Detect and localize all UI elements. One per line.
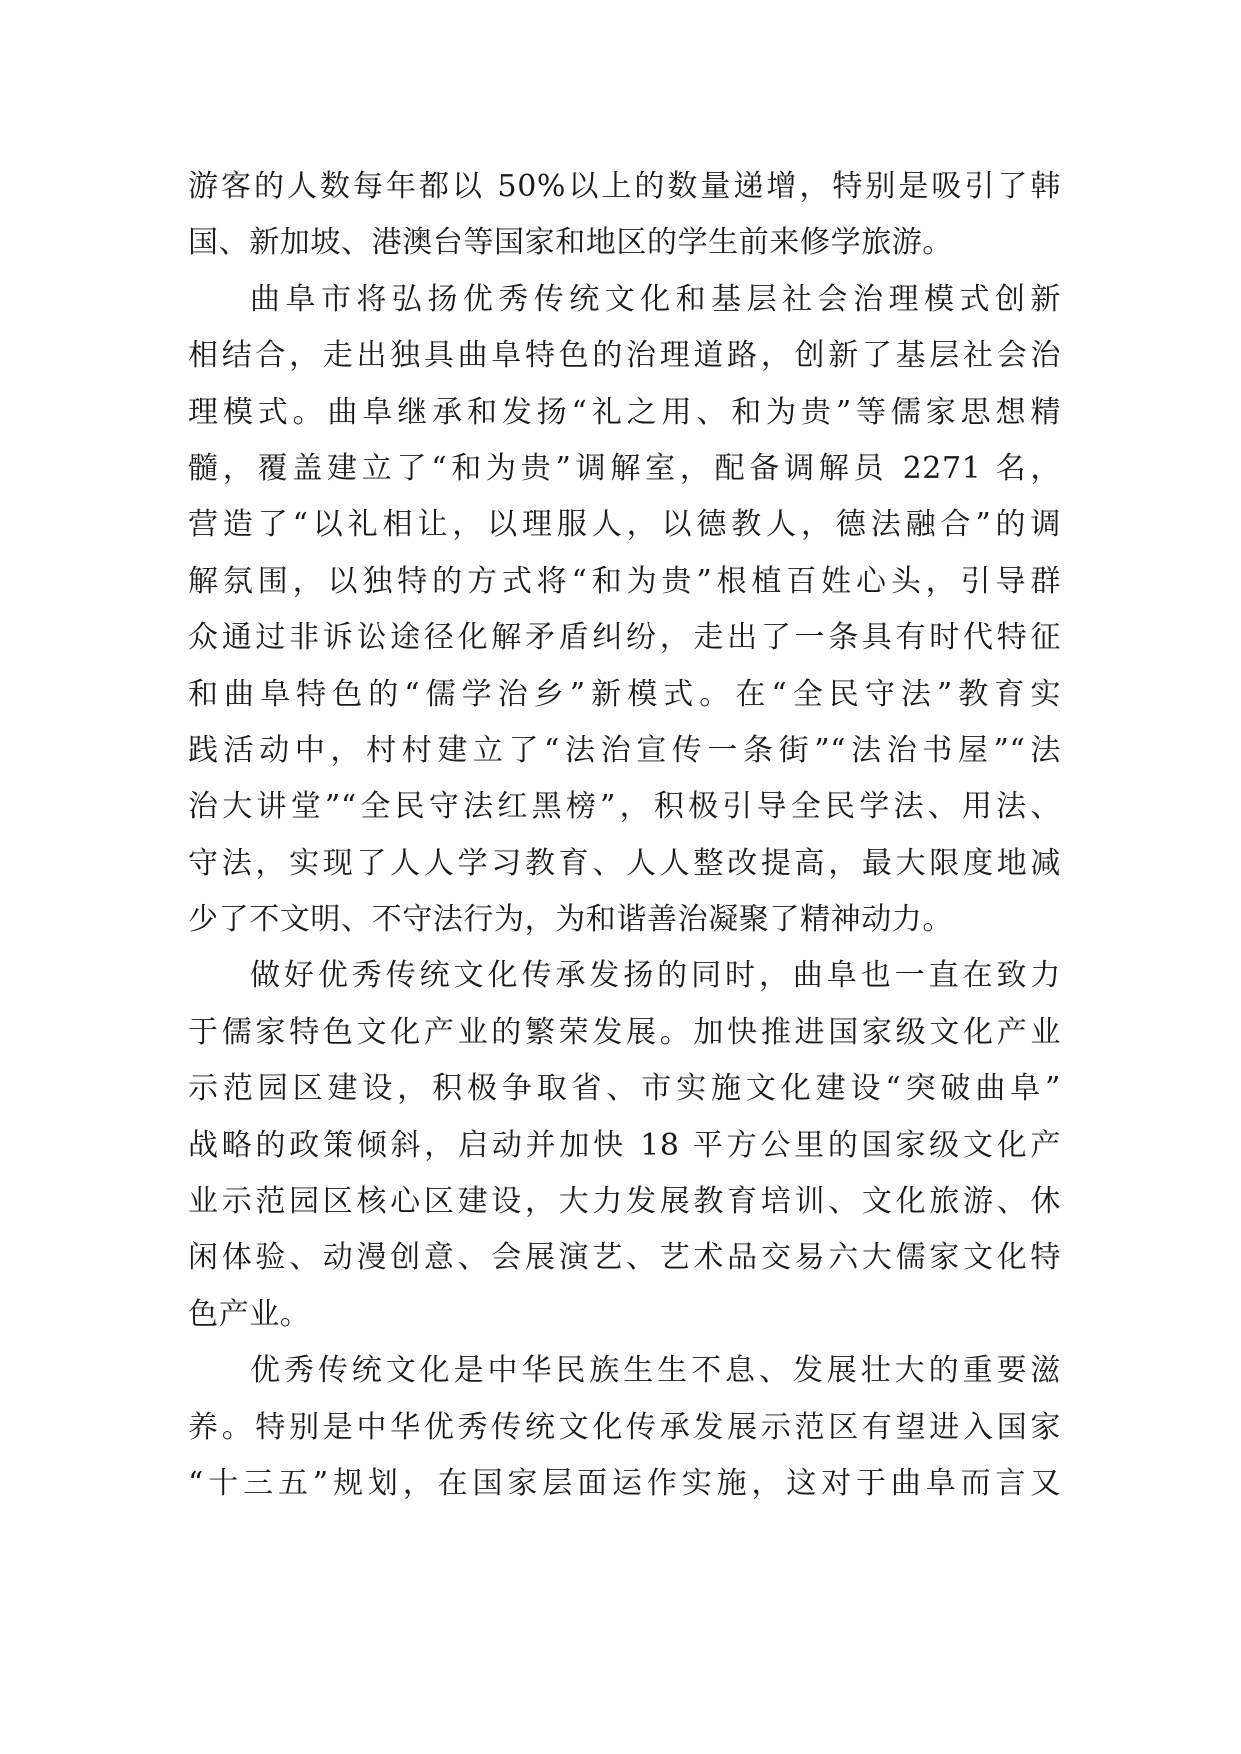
paragraph: [188, 159, 1061, 272]
paragraph: [188, 272, 1061, 949]
text-line: 相结合，走出独具曲阜特色的治理道路，创新了基层社会治: [188, 338, 1061, 374]
paragraph: [188, 1343, 1061, 1512]
text-line: 示范园区建设，积极争取省、市实施文化建设“突破曲阜”: [188, 1071, 1061, 1107]
text-line: 守法，实现了人人学习教育、人人整改提高，最大限度地减: [188, 845, 1061, 881]
text-line: 和曲阜特色的“儒学治乡”新模式。在“全民守法”教育实: [188, 676, 1061, 712]
text-line: 业示范园区核心区建设，大力发展教育培训、文化旅游、休: [188, 1184, 1061, 1220]
text-line: 国、新加坡、港澳台等国家和地区的学生前来修学旅游。: [188, 225, 953, 261]
text-line: 战略的政策倾斜，启动并加快 18 平方公里的国家级文化产: [188, 1127, 1061, 1163]
text-line: “十三五”规划，在国家层面运作实施，这对于曲阜而言又: [188, 1465, 1061, 1501]
text-line: 曲阜市将弘扬优秀传统文化和基层社会治理模式创新: [250, 281, 1061, 317]
text-line: 髓，覆盖建立了“和为贵”调解室，配备调解员 2271 名，: [188, 450, 1061, 486]
text-line: 于儒家特色文化产业的繁荣发展。加快推进国家级文化产业: [188, 1014, 1061, 1050]
text-line: 色产业。: [188, 1296, 311, 1332]
text-line: 养。特别是中华优秀传统文化传承发展示范区有望进入国家: [188, 1409, 1061, 1445]
text-line: 治大讲堂”“全民守法红黑榜”，积极引导全民学法、用法、: [188, 789, 1061, 825]
text-line: 优秀传统文化是中华民族生生不息、发展壮大的重要滋: [250, 1353, 1061, 1389]
text-line: 众通过非诉讼途径化解矛盾纠纷，走出了一条具有时代特征: [188, 620, 1061, 656]
document-body: [188, 159, 1061, 1512]
text-line: 践活动中，村村建立了“法治宣传一条街”“法治书屋”“法: [188, 732, 1061, 768]
text-line: 游客的人数每年都以 50%以上的数量递增，特别是吸引了韩: [188, 169, 1061, 204]
text-line: 闲体验、动漫创意、会展演艺、艺术品交易六大儒家文化特: [188, 1240, 1061, 1276]
text-line: 少了不文明、不守法行为，为和谐善治凝聚了精神动力。: [188, 902, 953, 938]
text-line: 解氛围，以独特的方式将“和为贵”根植百姓心头，引导群: [188, 563, 1061, 599]
paragraph: [188, 948, 1061, 1343]
text-line: 理模式。曲阜继承和发扬“礼之用、和为贵”等儒家思想精: [188, 394, 1061, 430]
text-line: 营造了“以礼相让，以理服人，以德教人，德法融合”的调: [188, 507, 1061, 543]
text-line: 做好优秀传统文化传承发扬的同时，曲阜也一直在致力: [250, 958, 1061, 994]
